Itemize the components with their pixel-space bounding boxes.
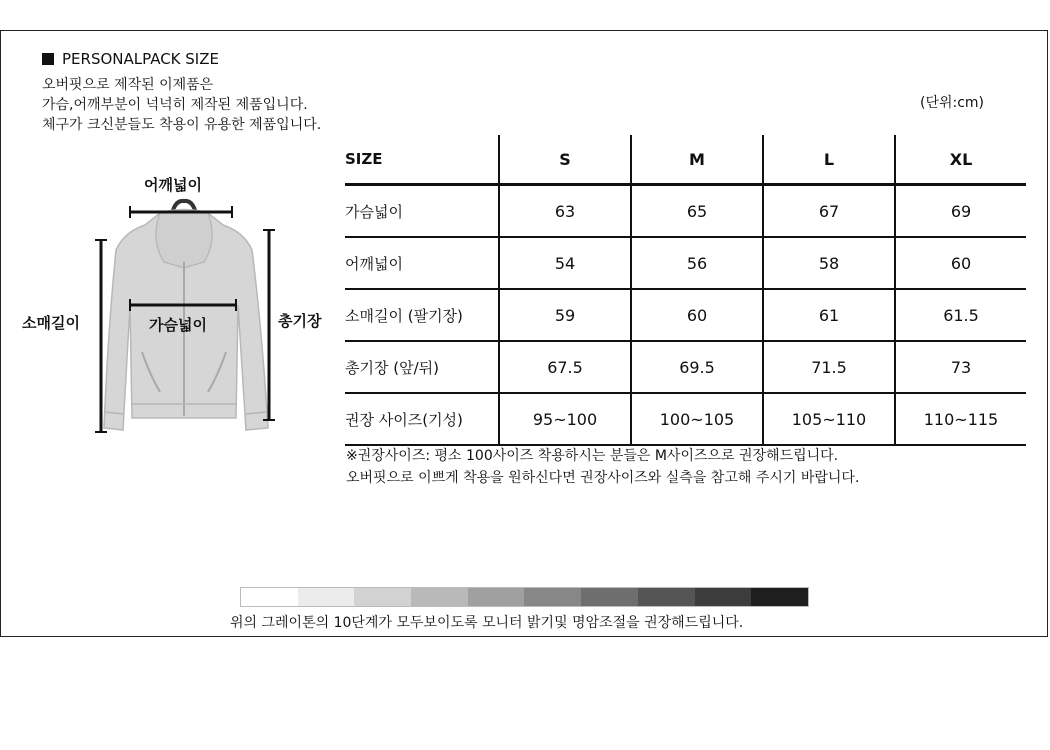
intro-line: 체구가 크신분들도 착용이 유용한 제품입니다.: [42, 117, 322, 133]
gray-swatch-9: [695, 588, 752, 606]
table-row: [345, 289, 1026, 341]
gray-swatch-1: [241, 588, 298, 606]
cell-value: 65: [631, 185, 763, 238]
chest-label: 가슴넓이: [149, 316, 207, 334]
header-xl: XL: [895, 135, 1026, 185]
note-line: 오버핏으로 이쁘게 착용을 원하신다면 권장사이즈와 실측을 참고해 주시기 바랍니다.: [346, 470, 860, 486]
shoulder-label: 어깨넓이: [144, 176, 202, 194]
row-label: 권장 사이즈(기성): [345, 393, 499, 445]
cell-value: 110~115: [895, 393, 1026, 445]
cell-value: 60: [631, 289, 763, 341]
intro-line: 가슴,어깨부분이 넉넉히 제작된 제품입니다.: [42, 97, 308, 113]
gray-swatch-4: [411, 588, 468, 606]
table-row: [345, 185, 1026, 238]
cell-value: 67.5: [499, 341, 631, 393]
header-s: S: [499, 135, 631, 185]
cell-value: 71.5: [763, 341, 895, 393]
header-m: M: [631, 135, 763, 185]
unit-label: (단위:cm): [920, 95, 985, 111]
cell-value: 69: [895, 185, 1026, 238]
gray-swatch-7: [581, 588, 638, 606]
cell-value: 61.5: [895, 289, 1026, 341]
cell-value: 100~105: [631, 393, 763, 445]
sleeve-label: 소매길이: [22, 314, 80, 332]
table-row: [345, 393, 1026, 445]
page-title-text: PERSONALPACK SIZE: [62, 50, 219, 68]
gray-swatch-6: [524, 588, 581, 606]
cell-value: 73: [895, 341, 1026, 393]
length-label: 총기장: [278, 312, 322, 330]
hoodie-diagram: [0, 0, 340, 450]
table-row: [345, 237, 1026, 289]
cell-value: 105~110: [763, 393, 895, 445]
cell-value: 67: [763, 185, 895, 238]
gray-swatch-2: [298, 588, 355, 606]
cell-value: 63: [499, 185, 631, 238]
cell-value: 54: [499, 237, 631, 289]
table-header-row: [345, 135, 1026, 185]
size-table: [345, 135, 1026, 446]
intro-line: 오버핏으로 제작된 이제품은: [42, 77, 214, 93]
gray-swatch-5: [468, 588, 525, 606]
gray-swatch-3: [354, 588, 411, 606]
table-row: [345, 341, 1026, 393]
grayscale-caption: 위의 그레이톤의 10단계가 모두보이도록 모니터 밝기및 명암조절을 권장해드립니다.: [230, 615, 744, 631]
header-size: SIZE: [345, 135, 499, 185]
cell-value: 69.5: [631, 341, 763, 393]
row-label: 소매길이 (팔기장): [345, 289, 499, 341]
row-label: 총기장 (앞/뒤): [345, 341, 499, 393]
cell-value: 59: [499, 289, 631, 341]
cell-value: 58: [763, 237, 895, 289]
row-label: 가슴넓이: [345, 185, 499, 238]
row-label: 어깨넓이: [345, 237, 499, 289]
gray-swatch-10: [751, 588, 808, 606]
note-line: ※권장사이즈: 평소 100사이즈 착용하시는 분들은 M사이즈으로 권장해드립니다.: [346, 448, 839, 464]
header-l: L: [763, 135, 895, 185]
size-notes: [346, 445, 859, 489]
cell-value: 56: [631, 237, 763, 289]
cell-value: 60: [895, 237, 1026, 289]
cell-value: 95~100: [499, 393, 631, 445]
gray-swatch-8: [638, 588, 695, 606]
cell-value: 61: [763, 289, 895, 341]
grayscale-strip: [240, 587, 809, 607]
